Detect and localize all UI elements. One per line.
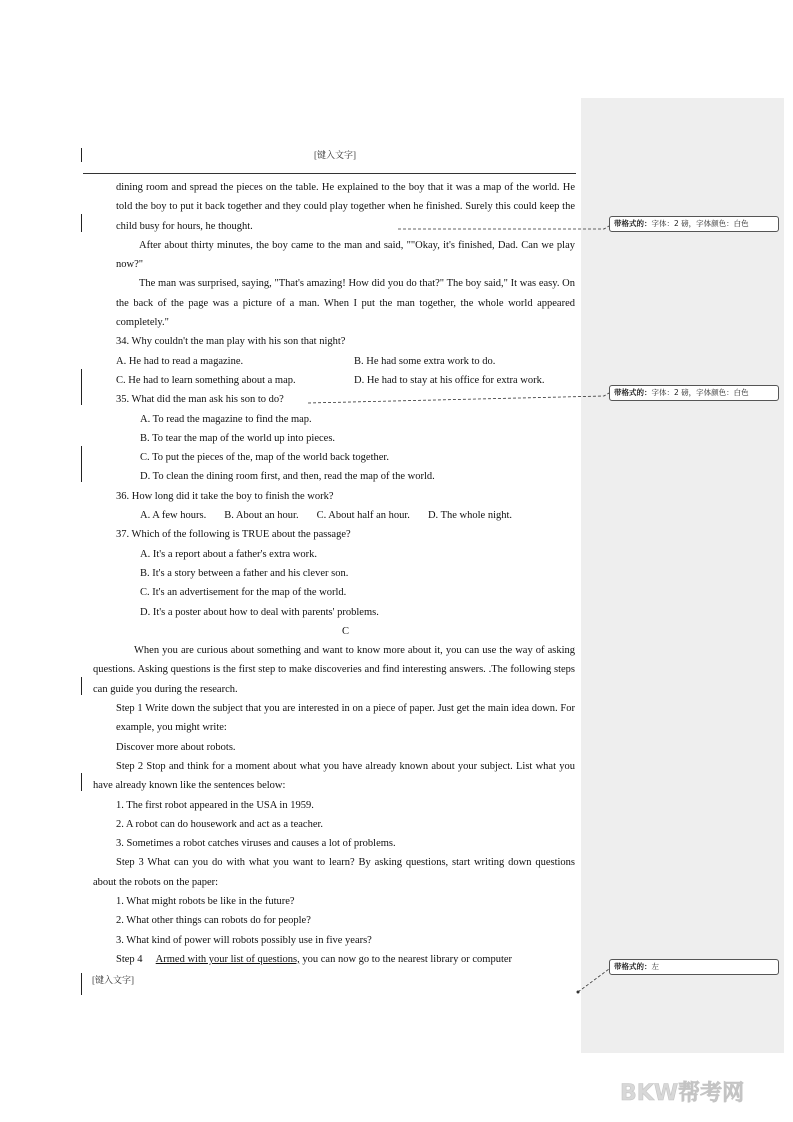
comment-text: 左 <box>651 962 659 971</box>
question-35: 35. What did the man ask his son to do? <box>116 394 284 406</box>
step-4-label: Step 4 <box>116 953 143 965</box>
step-4-rest: you can now go to the nearest library or computer <box>299 953 513 965</box>
page-header[interactable]: [键入文字] <box>314 150 356 160</box>
list-item: 2. What other things can robots do for people? <box>116 915 311 927</box>
anchor-dot <box>577 991 580 994</box>
option-c: C. To put the pieces of the, map of the world back together. <box>140 452 389 464</box>
option-d: D. The whole night. <box>427 510 513 522</box>
question-34: 34. Why couldn't the man play with his son that night? <box>116 336 346 348</box>
list-item: 1. The first robot appeared in the USA in 1959. <box>116 799 314 811</box>
option-a: A. He had to read a magazine. <box>116 355 244 367</box>
option-d: D. It's a poster about how to deal with parents' problems. <box>140 606 379 618</box>
step-2: Step 2 Stop and think for a moment about what you have already known about your subject. List what you have already known like the sentences below: <box>93 760 575 792</box>
option-a: A. To read the magazine to find the map. <box>140 413 312 425</box>
list-item: 3. Sometimes a robot catches viruses and causes a lot of problems. <box>116 838 396 850</box>
step-4-underlined: Armed with your list of questions, <box>155 953 300 965</box>
paragraph: After about thirty minutes, the boy came to the man and said, ""Okay, it's finished, Dad. Can we play now?" <box>116 239 575 271</box>
option-a: A. It's a report about a father's extra work. <box>140 548 317 560</box>
comment-box[interactable] <box>609 959 779 975</box>
option-c: C. He had to learn something about a map. <box>116 374 296 386</box>
option-c: C. It's an advertisement for the map of the world. <box>140 587 347 599</box>
page-footer[interactable]: [键入文字] <box>92 975 134 985</box>
option-c: C. About half an hour. <box>316 510 410 522</box>
comment-leader-line <box>308 393 609 403</box>
list-item: 3. What kind of power will robots possibly use in five years? <box>116 934 372 946</box>
list-item: 1. What might robots be like in the future? <box>116 895 295 907</box>
option-b: B. He had some extra work to do. <box>354 355 496 367</box>
section-c-label: C <box>341 625 349 637</box>
option-b: B. It's a story between a father and his clever son. <box>140 567 349 579</box>
comment-label: 带格式的： <box>614 219 652 228</box>
step-1-example: Discover more about robots. <box>116 741 236 753</box>
paragraph: The man was surprised, saying, "That's amazing! How did you do that?" The boy said," It was easy. On the back of the page was a picture of a man. When I put the man together, the whole world appeared completely." <box>116 278 575 329</box>
comment-box[interactable] <box>609 216 779 232</box>
option-b: B. About an hour. <box>224 510 299 522</box>
option-b: B. To tear the map of the world up into pieces. <box>140 432 336 444</box>
comment-leader-line <box>578 969 609 992</box>
comment-label: 带格式的： <box>614 962 652 971</box>
option-d: D. He had to stay at his office for extra work. <box>354 374 545 386</box>
step-3: Step 3 What can you do with what you want to learn? By asking questions, start writing down questions about the robots on the paper: <box>93 857 575 888</box>
comment-leader-line <box>398 226 609 229</box>
comment-text: 字体：2 磅，字体颜色：白色 <box>651 388 749 397</box>
comment-text: 字体：2 磅，字体颜色：白色 <box>651 219 749 228</box>
paragraph: dining room and spread the pieces on the table. He explained to the boy that it was a map of the world. He told the boy to put it back together and they could play together when he finished. Surely this could keep the child busy for hours, he thought. <box>116 182 575 232</box>
question-37: 37. Which of the following is TRUE about the passage? <box>116 529 351 541</box>
list-item: 2. A robot can do housework and act as a teacher. <box>116 818 324 830</box>
watermark-text: BKW帮考网 <box>620 1081 745 1106</box>
comment-label: 带格式的： <box>614 388 652 397</box>
option-d: D. To clean the dining room first, and then, read the map of the world. <box>140 471 435 483</box>
watermark-logo <box>618 1074 768 1108</box>
step-1: Step 1 Write down the subject that you are interested in on a piece of paper. Just get the main idea down. For example, you might write: <box>116 703 575 734</box>
comment-box[interactable] <box>609 385 779 401</box>
question-36: 36. How long did it take the boy to finish the work? <box>116 490 334 502</box>
paragraph: When you are curious about something and want to know more about it, you can use the way of asking questions. Asking questions is the first step to make discoveries and find interesting answers. .The following steps can guide you during the research. <box>93 645 575 695</box>
option-a: A. A few hours. <box>140 510 207 522</box>
